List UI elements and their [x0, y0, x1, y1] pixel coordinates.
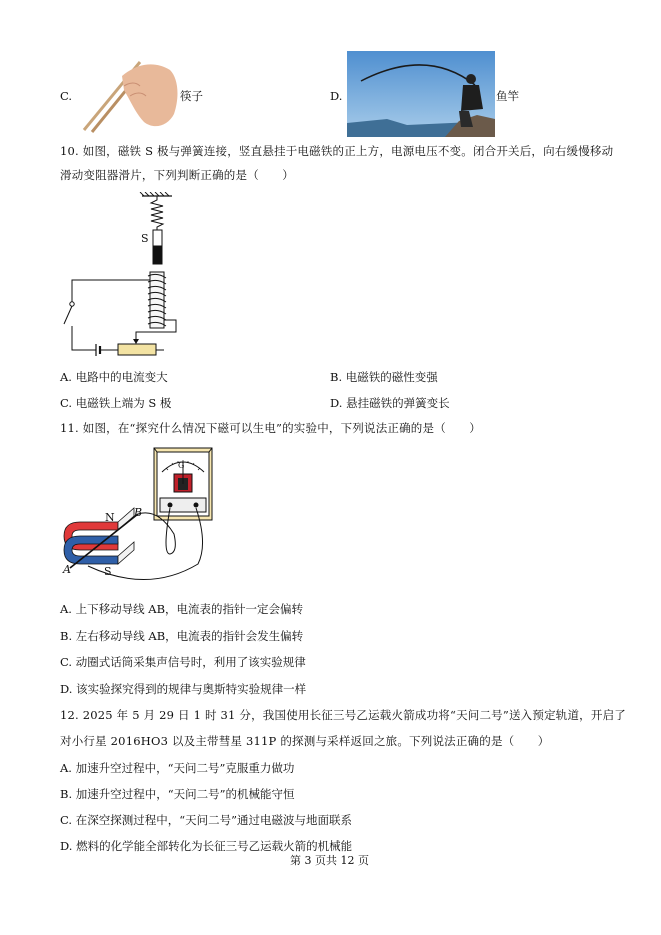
q10-option-a: A. 电路中的电流变大: [60, 370, 168, 384]
q12-stem-line1: 12. 2025 年 5 月 29 日 1 时 31 分，我国使用长征三号乙运载火箭成功将“天问二号”送入预定轨道，开启了: [60, 708, 626, 722]
magnet-s-label: S: [104, 565, 112, 578]
q12-option-b: B. 加速升空过程中，“天问二号”的机械能守恒: [60, 787, 295, 801]
magnet-n-label: N: [105, 511, 115, 524]
galvanometer-g-label: G: [178, 461, 185, 470]
chopsticks-image: [78, 56, 182, 137]
fishing-rod-photo: [347, 51, 495, 140]
q10-option-b: B. 电磁铁的磁性变强: [330, 370, 438, 384]
q12-option-d: D. 燃料的化学能全部转化为长征三号乙运载火箭的机械能: [60, 839, 353, 853]
q10-stem-line2: 滑动变阻器滑片，下列判断正确的是（ ）: [60, 168, 294, 182]
page-number-footer: 第 3 页共 12 页: [290, 854, 369, 867]
q12-stem-line2: 对小行星 2016HO3 以及主带彗星 311P 的探测与采样返回之旅。下列说法正确的是（ ）: [60, 734, 550, 748]
q9-option-c-letter: C.: [60, 89, 73, 103]
q11-option-a: A. 上下移动导线 AB，电流表的指针一定会偏转: [60, 602, 304, 616]
q12-option-a: A. 加速升空过程中，“天问二号”克服重力做功: [60, 761, 295, 775]
q10-option-d: D. 悬挂磁铁的弹簧变长: [330, 396, 450, 410]
q11-stem: 11. 如图，在“探究什么情况下磁可以生电”的实验中，下列说法正确的是（ ）: [60, 421, 481, 435]
q11-option-d: D. 该实验探究得到的规律与奥斯特实验规律一样: [60, 682, 307, 696]
q12-option-c: C. 在深空探测过程中，“天问二号”通过电磁波与地面联系: [60, 813, 352, 827]
q9-option-d-label: 鱼竿: [496, 89, 519, 103]
conductor-end-a-label: A: [63, 563, 71, 576]
q11-option-c: C. 动圈式话筒采集声信号时，利用了该实验规律: [60, 655, 306, 669]
conductor-end-b-label: B: [134, 506, 143, 519]
electromagnetic-induction-diagram: [58, 444, 228, 593]
q9-option-c-label: 筷子: [180, 89, 203, 103]
q10-stem-line1: 10. 如图，磁铁 S 极与弹簧连接，竖直悬挂于电磁铁的正上方，电源电压不变。闭合开关后，向右缓慢移动: [60, 144, 614, 158]
q9-option-d-letter: D.: [330, 89, 343, 103]
q10-option-c: C. 电磁铁上端为 S 极: [60, 396, 172, 410]
electromagnet-circuit-diagram: [58, 192, 198, 367]
q11-option-b: B. 左右移动导线 AB，电流表的指针会发生偏转: [60, 629, 304, 643]
magnet-s-pole-label: S: [141, 232, 149, 245]
